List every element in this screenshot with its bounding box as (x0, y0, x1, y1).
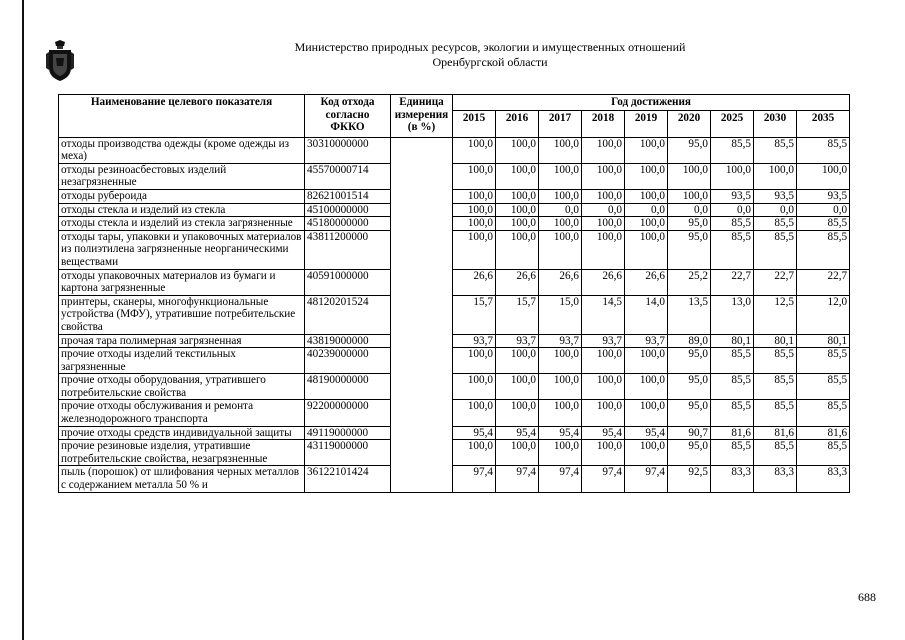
value-cell: 100,0 (539, 400, 582, 426)
value-cell: 12,0 (797, 295, 850, 334)
fkko-code-cell: 82621001514 (305, 189, 391, 203)
value-cell: 100,0 (625, 374, 668, 400)
fkko-code-cell: 43119000000 (305, 440, 391, 466)
value-cell: 100,0 (625, 440, 668, 466)
value-cell: 95,4 (496, 426, 539, 440)
value-cell: 100,0 (625, 189, 668, 203)
value-cell: 93,7 (539, 334, 582, 348)
value-cell: 0,0 (539, 203, 582, 217)
indicator-name-cell: отходы стекла и изделий из стекла загрязненные (59, 217, 305, 231)
value-cell: 100,0 (539, 348, 582, 374)
value-cell: 100,0 (625, 348, 668, 374)
value-cell: 95,4 (539, 426, 582, 440)
value-cell: 83,3 (711, 466, 754, 492)
value-cell: 85,5 (711, 348, 754, 374)
value-cell: 100,0 (754, 163, 797, 189)
table-row (59, 203, 850, 217)
value-cell: 93,5 (754, 189, 797, 203)
indicator-name-cell: прочие резиновые изделия, утратившие потребительские свойства, незагрязненные (59, 440, 305, 466)
indicator-name-cell: прочая тара полимерная загрязненная (59, 334, 305, 348)
value-cell: 95,0 (668, 440, 711, 466)
value-cell: 100,0 (625, 217, 668, 231)
value-cell: 95,4 (453, 426, 496, 440)
value-cell: 0,0 (797, 203, 850, 217)
value-cell: 85,5 (797, 217, 850, 231)
fkko-code-cell: 92200000000 (305, 400, 391, 426)
value-cell: 85,5 (754, 374, 797, 400)
value-cell: 83,3 (797, 466, 850, 492)
value-cell: 100,0 (582, 440, 625, 466)
value-cell: 100,0 (496, 400, 539, 426)
indicator-name-cell: отходы резиноасбестовых изделий незагрязненные (59, 163, 305, 189)
table-row (59, 295, 850, 334)
value-cell: 93,7 (625, 334, 668, 348)
year-header: 2035 (797, 110, 850, 137)
indicator-name-cell: прочие отходы средств индивидуальной защиты (59, 426, 305, 440)
value-cell: 100,0 (496, 137, 539, 163)
value-cell: 100,0 (453, 440, 496, 466)
value-cell: 26,6 (539, 269, 582, 295)
value-cell: 80,1 (711, 334, 754, 348)
value-cell: 100,0 (496, 217, 539, 231)
fkko-code-cell: 45180000000 (305, 217, 391, 231)
table-row (59, 440, 850, 466)
value-cell: 100,0 (625, 137, 668, 163)
value-cell: 100,0 (496, 230, 539, 269)
value-cell: 97,4 (582, 466, 625, 492)
value-cell: 85,5 (711, 400, 754, 426)
value-cell: 22,7 (797, 269, 850, 295)
value-cell: 26,6 (625, 269, 668, 295)
table-body (59, 137, 850, 492)
page-number: 688 (858, 590, 876, 604)
fkko-code-cell: 48190000000 (305, 374, 391, 400)
value-cell: 100,0 (453, 137, 496, 163)
value-cell: 95,0 (668, 348, 711, 374)
value-cell: 15,0 (539, 295, 582, 334)
value-cell: 100,0 (496, 189, 539, 203)
table-row (59, 374, 850, 400)
value-cell: 81,6 (711, 426, 754, 440)
value-cell: 100,0 (668, 163, 711, 189)
year-header: 2018 (582, 110, 625, 137)
value-cell: 89,0 (668, 334, 711, 348)
value-cell: 100,0 (625, 400, 668, 426)
value-cell: 22,7 (711, 269, 754, 295)
value-cell: 100,0 (582, 217, 625, 231)
value-cell: 100,0 (453, 374, 496, 400)
value-cell: 93,5 (711, 189, 754, 203)
value-cell: 80,1 (754, 334, 797, 348)
value-cell: 85,5 (754, 230, 797, 269)
year-header: 2020 (668, 110, 711, 137)
value-cell: 100,0 (496, 348, 539, 374)
value-cell: 85,5 (754, 348, 797, 374)
col-header-name: Наименование целевого показателя (59, 95, 305, 138)
table-row (59, 400, 850, 426)
table-row (59, 137, 850, 163)
fkko-code-cell: 45100000000 (305, 203, 391, 217)
table-header-row (59, 95, 850, 111)
fkko-code-cell: 40239000000 (305, 348, 391, 374)
value-cell: 100,0 (453, 217, 496, 231)
value-cell: 0,0 (754, 203, 797, 217)
col-header-years: Год достижения (453, 95, 850, 111)
indicator-name-cell: прочие отходы оборудования, утратившего потребительские свойства (59, 374, 305, 400)
value-cell: 81,6 (754, 426, 797, 440)
fkko-code-cell: 48120201524 (305, 295, 391, 334)
value-cell: 95,0 (668, 230, 711, 269)
page-left-edge (22, 0, 24, 640)
fkko-code-cell: 36122101424 (305, 466, 391, 492)
value-cell: 14,5 (582, 295, 625, 334)
table-row (59, 426, 850, 440)
col-header-code: Код отхода согласно ФККО (305, 95, 391, 138)
value-cell: 97,4 (496, 466, 539, 492)
value-cell: 93,7 (496, 334, 539, 348)
table-row (59, 269, 850, 295)
table-row (59, 334, 850, 348)
value-cell: 100,0 (539, 230, 582, 269)
value-cell: 85,5 (797, 374, 850, 400)
value-cell: 81,6 (797, 426, 850, 440)
value-cell: 97,4 (539, 466, 582, 492)
value-cell: 0,0 (582, 203, 625, 217)
value-cell: 26,6 (496, 269, 539, 295)
coat-of-arms-icon (46, 40, 74, 82)
value-cell: 100,0 (453, 348, 496, 374)
value-cell: 95,0 (668, 217, 711, 231)
year-header: 2015 (453, 110, 496, 137)
value-cell: 90,7 (668, 426, 711, 440)
value-cell: 100,0 (539, 217, 582, 231)
value-cell: 12,5 (754, 295, 797, 334)
year-header: 2016 (496, 110, 539, 137)
year-header: 2025 (711, 110, 754, 137)
value-cell: 100,0 (582, 163, 625, 189)
value-cell: 13,0 (711, 295, 754, 334)
value-cell: 100,0 (582, 137, 625, 163)
value-cell: 85,5 (754, 440, 797, 466)
fkko-code-cell: 45570000714 (305, 163, 391, 189)
value-cell: 100,0 (582, 400, 625, 426)
value-cell: 26,6 (582, 269, 625, 295)
value-cell: 100,0 (668, 189, 711, 203)
table-row (59, 348, 850, 374)
value-cell: 95,4 (582, 426, 625, 440)
indicator-name-cell: отходы тары, упаковки и упаковочных материалов из полиэтилена загрязненные неорганическими веществами (59, 230, 305, 269)
value-cell: 14,0 (625, 295, 668, 334)
value-cell: 83,3 (754, 466, 797, 492)
value-cell: 85,5 (711, 137, 754, 163)
value-cell: 85,5 (754, 400, 797, 426)
value-cell: 100,0 (496, 440, 539, 466)
value-cell: 15,7 (496, 295, 539, 334)
value-cell: 15,7 (453, 295, 496, 334)
value-cell: 85,5 (711, 230, 754, 269)
year-header: 2017 (539, 110, 582, 137)
value-cell: 22,7 (754, 269, 797, 295)
document-header (180, 40, 800, 70)
value-cell: 100,0 (625, 230, 668, 269)
value-cell: 0,0 (625, 203, 668, 217)
value-cell: 85,5 (797, 348, 850, 374)
value-cell: 100,0 (453, 400, 496, 426)
header-region-line: Оренбургской области (432, 55, 548, 69)
value-cell: 95,0 (668, 374, 711, 400)
value-cell: 100,0 (496, 163, 539, 189)
value-cell: 93,5 (797, 189, 850, 203)
value-cell: 100,0 (453, 189, 496, 203)
fkko-code-cell: 43811200000 (305, 230, 391, 269)
value-cell: 85,5 (754, 217, 797, 231)
indicator-name-cell: прочие отходы изделий текстильных загрязненные (59, 348, 305, 374)
indicator-name-cell: пыль (порошок) от шлифования черных металлов с содержанием металла 50 % и (59, 466, 305, 492)
value-cell: 93,7 (582, 334, 625, 348)
fkko-code-cell: 30310000000 (305, 137, 391, 163)
table-row (59, 466, 850, 492)
unit-cell (391, 137, 453, 492)
indicator-name-cell: отходы рубероида (59, 189, 305, 203)
year-header: 2019 (625, 110, 668, 137)
indicator-name-cell: отходы стекла и изделий из стекла (59, 203, 305, 217)
value-cell: 100,0 (582, 348, 625, 374)
value-cell: 100,0 (582, 230, 625, 269)
header-ministry-line: Министерство природных ресурсов, экологии и имущественных отношений (294, 40, 686, 54)
indicator-name-cell: отходы упаковочных материалов из бумаги и картона загрязненные (59, 269, 305, 295)
indicator-name-cell: отходы производства одежды (кроме одежды из меха) (59, 137, 305, 163)
value-cell: 100,0 (453, 203, 496, 217)
value-cell: 85,5 (754, 137, 797, 163)
value-cell: 85,5 (797, 400, 850, 426)
value-cell: 100,0 (496, 374, 539, 400)
value-cell: 85,5 (797, 137, 850, 163)
value-cell: 100,0 (625, 163, 668, 189)
value-cell: 85,5 (711, 374, 754, 400)
value-cell: 26,6 (453, 269, 496, 295)
value-cell: 100,0 (496, 203, 539, 217)
value-cell: 100,0 (797, 163, 850, 189)
value-cell: 100,0 (539, 163, 582, 189)
value-cell: 95,0 (668, 400, 711, 426)
value-cell: 0,0 (711, 203, 754, 217)
value-cell: 85,5 (797, 230, 850, 269)
table-row (59, 189, 850, 203)
fkko-code-cell: 40591000000 (305, 269, 391, 295)
targets-table (58, 94, 850, 493)
year-header: 2030 (754, 110, 797, 137)
value-cell: 95,4 (625, 426, 668, 440)
value-cell: 25,2 (668, 269, 711, 295)
value-cell: 100,0 (453, 230, 496, 269)
value-cell: 100,0 (539, 374, 582, 400)
value-cell: 95,0 (668, 137, 711, 163)
table-row (59, 230, 850, 269)
value-cell: 92,5 (668, 466, 711, 492)
value-cell: 100,0 (711, 163, 754, 189)
value-cell: 85,5 (797, 440, 850, 466)
value-cell: 93,7 (453, 334, 496, 348)
col-header-unit: Единица измерения (в %) (391, 95, 453, 138)
value-cell: 85,5 (711, 440, 754, 466)
value-cell: 85,5 (711, 217, 754, 231)
indicator-name-cell: принтеры, сканеры, многофункциональные устройства (МФУ), утратившие потребительские свойства (59, 295, 305, 334)
value-cell: 0,0 (668, 203, 711, 217)
value-cell: 97,4 (625, 466, 668, 492)
fkko-code-cell: 49119000000 (305, 426, 391, 440)
value-cell: 100,0 (453, 163, 496, 189)
value-cell: 100,0 (539, 440, 582, 466)
table-row (59, 217, 850, 231)
value-cell: 100,0 (539, 189, 582, 203)
value-cell: 100,0 (582, 189, 625, 203)
value-cell: 97,4 (453, 466, 496, 492)
table-row (59, 163, 850, 189)
value-cell: 100,0 (582, 374, 625, 400)
indicator-name-cell: прочие отходы обслуживания и ремонта железнодорожного транспорта (59, 400, 305, 426)
value-cell: 13,5 (668, 295, 711, 334)
value-cell: 80,1 (797, 334, 850, 348)
value-cell: 100,0 (539, 137, 582, 163)
fkko-code-cell: 43819000000 (305, 334, 391, 348)
